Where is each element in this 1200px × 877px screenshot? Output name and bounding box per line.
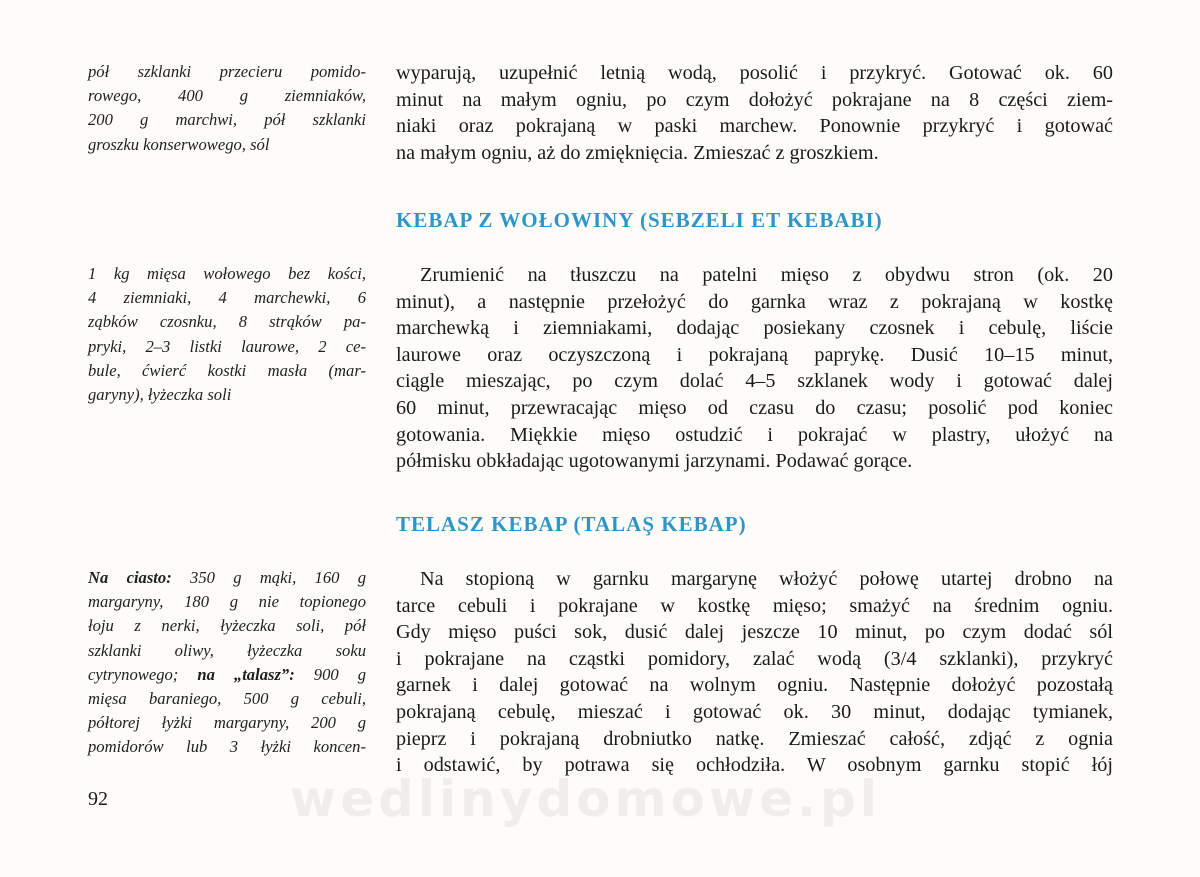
instruction-line: półmisku obkładając ugotowanymi jarzynami. Podawać gorące.: [396, 450, 913, 473]
ingredient-line: bule, ćwierć kostki masła (mar-: [88, 360, 366, 380]
instruction-line: marchewką i ziemniakami, dodając posiekany czosnek i cebulę, liście: [396, 317, 1113, 340]
instruction-line: Gdy mięso puści sok, dusić dalej jeszcze 10 minut, po czym dodać sól: [396, 621, 1113, 644]
ingredient-line: łoju z nerki, łyżeczka soli, pół: [88, 616, 366, 636]
ingredient-line: garyny), łyżeczka soli: [88, 385, 232, 405]
recipe2-ingredients: [88, 262, 366, 407]
recipe3-ingredients: [88, 566, 366, 760]
ingredient-line: pomidorów lub 3 łyżki koncen-: [88, 737, 366, 757]
ingredient-line: cytrynowego; na „talasz”: 900 g: [88, 664, 366, 684]
instruction-line: tarce cebuli i pokrajane w kostkę mięso; smażyć na średnim ogniu.: [396, 594, 1113, 617]
recipe2-title: KEBAP Z WOŁOWINY (SEBZELI ET KEBABI): [396, 208, 883, 232]
watermark: wedlinydomowe.pl: [290, 770, 881, 828]
ingredient-label: na „talasz”:: [197, 664, 295, 684]
ingredient-line: 4 ziemniaki, 4 marchewki, 6: [88, 288, 366, 308]
recipe3-instructions: [396, 566, 1113, 779]
instruction-line: niaki oraz pokrajaną w paski marchew. Ponownie przykryć i gotować: [396, 115, 1113, 138]
instruction-line: 60 minut, przewracając mięso od czasu do czasu; posolić pod koniec: [396, 396, 1113, 419]
ingredient-line: 1 kg mięsa wołowego bez kości,: [88, 264, 366, 283]
ingredient-line: półtorej łyżki margaryny, 200 g: [88, 713, 366, 733]
ingredient-line: groszku konserwowego, sól: [88, 134, 270, 154]
ingredient-line: szklanki oliwy, łyżeczka soku: [88, 640, 366, 660]
instruction-line: i pokrajane na cząstki pomidory, zalać wodą (3/4 szklanki), przykryć: [396, 647, 1113, 670]
ingredient-line: pół szklanki przecieru pomido-: [88, 62, 366, 81]
instruction-line: Na stopioną w garnku margarynę włożyć połowę utartej drobno na: [420, 568, 1113, 590]
ingredient-line: margaryny, 180 g nie topionego: [88, 592, 366, 612]
ingredient-line: ząbków czosnku, 8 strąków pa-: [88, 312, 366, 332]
instruction-line: gotowania. Miękkie mięso ostudzić i pokrajać w plastry, ułożyć na: [396, 423, 1113, 446]
instruction-line: ciągle mieszając, po czym dolać 4–5 szklanek wody i gotować dalej: [396, 370, 1113, 393]
instruction-line: i odstawić, by potrawa się ochłodziła. W osobnym garnku stopić łój: [396, 754, 1113, 777]
instruction-line: laurowe oraz oczyszczoną i pokrajaną paprykę. Dusić 10–15 minut,: [396, 343, 1113, 366]
page-number: 92: [88, 788, 108, 810]
recipe3-title: TELASZ KEBAP (TALAŞ KEBAP): [396, 512, 747, 536]
recipe2-instructions: [396, 262, 1113, 475]
instruction-line: na małym ogniu, aż do zmięknięcia. Zmieszać z groszkiem.: [396, 141, 879, 164]
ingredient-line: rowego, 400 g ziemniaków,: [88, 86, 366, 106]
ingredient-line: 200 g marchwi, pół szklanki: [88, 110, 366, 130]
instruction-line: minut na małym ogniu, po czym dołożyć pokrajane na 8 części ziem-: [396, 88, 1113, 111]
instruction-line: pokrajaną cebulę, mieszać i gotować ok. 30 minut, dodając tymianek,: [396, 700, 1113, 723]
ingredient-line: pryki, 2–3 listki laurowe, 2 ce-: [88, 336, 366, 356]
instruction-line: garnek i dalej gotować na wolnym ogniu. Następnie dołożyć pozostałą: [396, 674, 1113, 697]
ingredient-line: mięsa baraniego, 500 g cebuli,: [88, 689, 366, 709]
instruction-line: wyparują, uzupełnić letnią wodą, posolić i przykryć. Gotować ok. 60: [396, 62, 1113, 84]
instruction-line: pieprz i pokrajaną drobniutko natkę. Zmieszać całość, zdjąć z ognia: [396, 727, 1113, 750]
instruction-line: minut), a następnie przełożyć do garnka wraz z pokrajaną w kostkę: [396, 290, 1113, 313]
ingredient-label: Na ciasto:: [88, 568, 172, 587]
recipe1-ingredients: [88, 60, 366, 157]
recipe1-instructions: [396, 60, 1113, 166]
ingredient-line: Na ciasto: 350 g mąki, 160 g: [88, 568, 367, 587]
instruction-line: Zrumienić na tłuszczu na patelni mięso z obydwu stron (ok. 20: [420, 264, 1113, 286]
